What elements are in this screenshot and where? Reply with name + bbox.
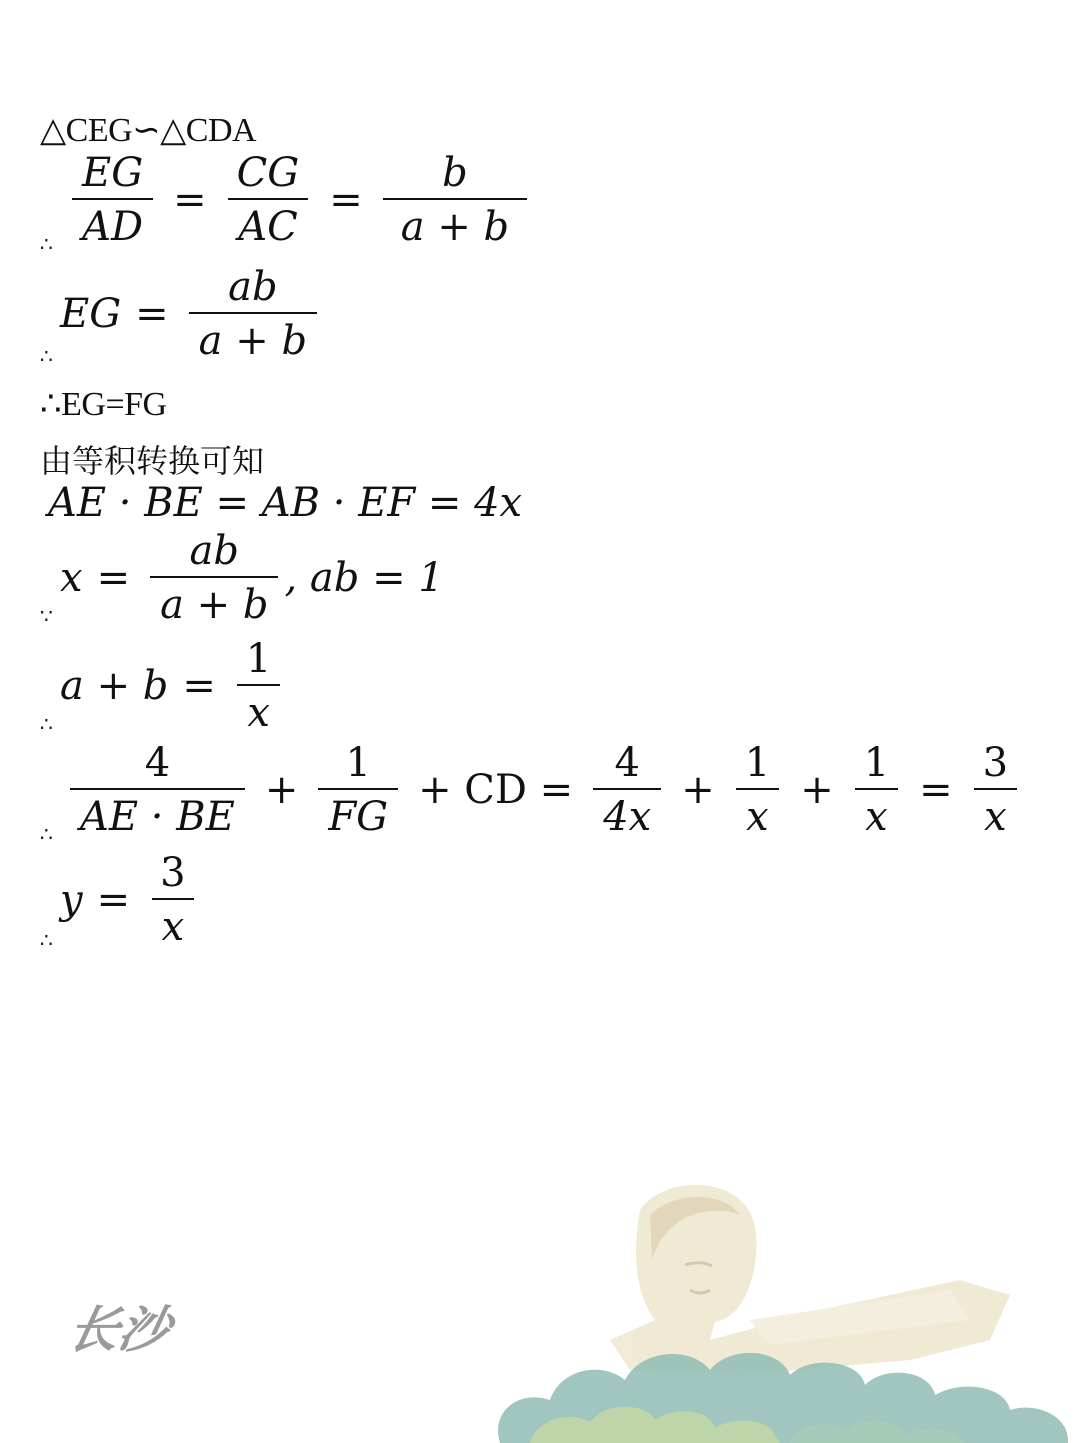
statue-bust: [610, 1185, 1010, 1375]
fraction-4-over-4x: [593, 742, 661, 838]
equals-sign: =: [135, 291, 169, 337]
fraction-3-over-x: [150, 852, 195, 948]
equal-product-note: 由等积转换可知: [40, 442, 265, 480]
statue-clouds-illustration: [490, 1170, 1080, 1443]
therefore-symbol: ∴: [40, 712, 53, 736]
numerator: 1: [863, 740, 890, 786]
plus-cd-equals: + CD =: [418, 767, 574, 813]
city-name-watermark: 长沙: [62, 1300, 176, 1359]
denominator: AD: [72, 198, 153, 248]
equals-sign: =: [96, 555, 131, 601]
fraction-ab-over-sum: [189, 266, 317, 362]
therefore-symbol: ∴: [40, 928, 53, 952]
numerator: ab: [228, 264, 278, 310]
fraction-1-over-fg: [318, 742, 398, 838]
fraction-4-over-ae-be: [70, 742, 245, 838]
denominator: AE · BE: [70, 788, 245, 838]
numerator: ab: [189, 528, 239, 574]
ratio-equation: [66, 152, 533, 248]
product-equation-text: AE · BE = AB · EF = 4x: [48, 480, 523, 526]
denominator: a + b: [189, 312, 317, 362]
product-equation: [48, 480, 522, 526]
y-equation: [60, 852, 202, 948]
equals-sign: =: [182, 663, 216, 709]
eg-equation: [60, 266, 323, 362]
therefore-symbol: ∴: [40, 344, 53, 368]
numerator: 4: [144, 740, 171, 786]
plus-sign: +: [800, 767, 834, 813]
sum-equation: [60, 638, 287, 734]
fraction-3-over-x: [973, 742, 1018, 838]
denominator: x: [237, 684, 280, 734]
fraction-eg-ad: [72, 152, 153, 248]
eg-equals-fg: ∴EG=FG: [40, 386, 167, 423]
equals-sign: =: [329, 177, 363, 223]
sum-expression: [64, 742, 1024, 838]
numerator: 4: [614, 740, 640, 786]
fraction-cg-ac: [227, 152, 310, 248]
equals-sign: =: [96, 877, 131, 923]
numerator: CG: [236, 150, 300, 196]
plus-sign: +: [681, 767, 715, 813]
denominator: x: [855, 788, 898, 838]
denominator: x: [152, 898, 195, 948]
numerator: 1: [345, 740, 371, 786]
lhs: y: [60, 877, 83, 923]
denominator: a + b: [383, 198, 527, 248]
fraction-1-over-x: [735, 742, 780, 838]
therefore-symbol: ∴: [40, 232, 53, 256]
similar-triangles-statement: △CEG∽△CDA: [40, 112, 257, 149]
because-symbol: ∵: [40, 604, 53, 628]
numerator: 3: [160, 850, 186, 896]
x-equation: [60, 530, 444, 626]
lhs: a + b: [60, 663, 169, 709]
denominator: x: [974, 788, 1017, 838]
plus-sign: +: [264, 767, 299, 813]
lhs: EG: [60, 291, 122, 337]
equals-sign: =: [173, 177, 207, 223]
equals-sign: =: [919, 767, 953, 813]
numerator: 1: [245, 636, 272, 682]
denominator: FG: [318, 788, 398, 838]
therefore-symbol: ∴: [40, 822, 53, 846]
clouds: [498, 1353, 1068, 1443]
numerator: b: [442, 150, 468, 196]
numerator: 3: [982, 740, 1009, 786]
lhs: x: [60, 555, 83, 601]
denominator: a + b: [150, 576, 278, 626]
fraction-b-over-sum: [383, 152, 527, 248]
fraction-1-over-x: [854, 742, 899, 838]
numerator: EG: [82, 150, 144, 196]
ab-condition: , ab = 1: [284, 555, 444, 601]
fraction-ab-over-sum: [150, 530, 278, 626]
numerator: 1: [744, 740, 771, 786]
denominator: 4x: [593, 788, 661, 838]
denominator: x: [736, 788, 779, 838]
fraction-1-over-x: [236, 638, 281, 734]
denominator: AC: [228, 198, 308, 248]
